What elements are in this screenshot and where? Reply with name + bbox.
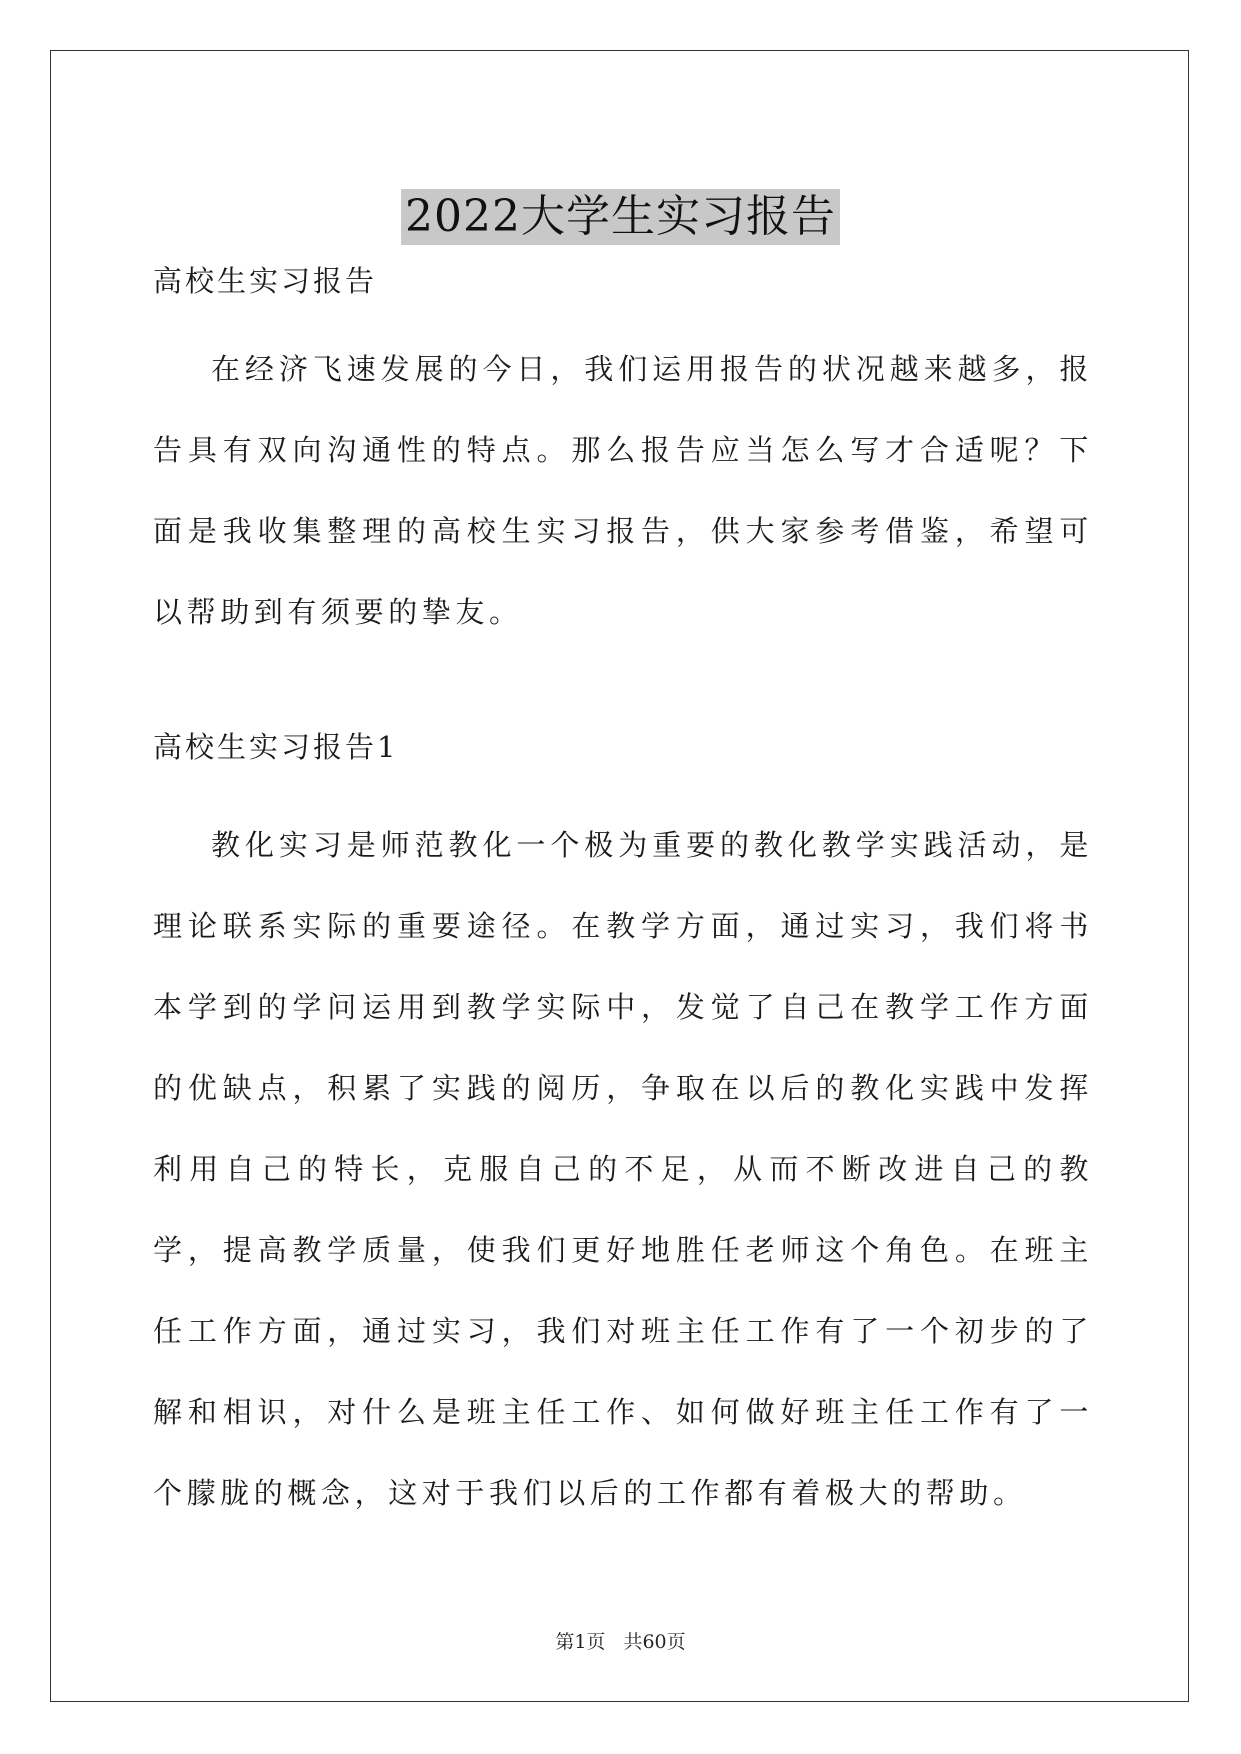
page-footer (0, 1627, 1241, 1654)
section-heading: 高校生实习报告 (153, 264, 378, 298)
page-number: 第1页 (555, 1631, 606, 1653)
subsection-heading: 高校生实习报告1 (153, 730, 399, 764)
body-paragraph: 教化实习是师范教化一个极为重要的教化教学实践活动，是理论联系实际的重要途径。在教学方面，通过实习，我们将书本学到的学问运用到教学实际中，发觉了自己在教学工作方面的优缺点，积累了实践的阅历，争取在以后的教化实践中发挥利用自己的特长，克服自己的不足，从而不断改进自己的教学，提高教学质量，使我们更好地胜任老师这个角色。在班主任工作方面，通过实习，我们对班主任工作有了一个初步的了解和相识，对什么是班主任工作、如何做好班主任工作有了一个朦胧的概念，这对于我们以后的工作都有着极大的帮助。 (153, 828, 1093, 1510)
intro-paragraph: 在经济飞速发展的今日，我们运用报告的状况越来越多，报告具有双向沟通性的特点。那么报告应当怎么写才合适呢？下面是我收集整理的高校生实习报告，供大家参考借鉴，希望可以帮助到有须要的挚友。 (153, 352, 1093, 629)
page-total: 共60页 (623, 1631, 686, 1653)
document-body (153, 255, 1093, 1534)
document-title: 2022大学生实习报告 (401, 189, 840, 245)
